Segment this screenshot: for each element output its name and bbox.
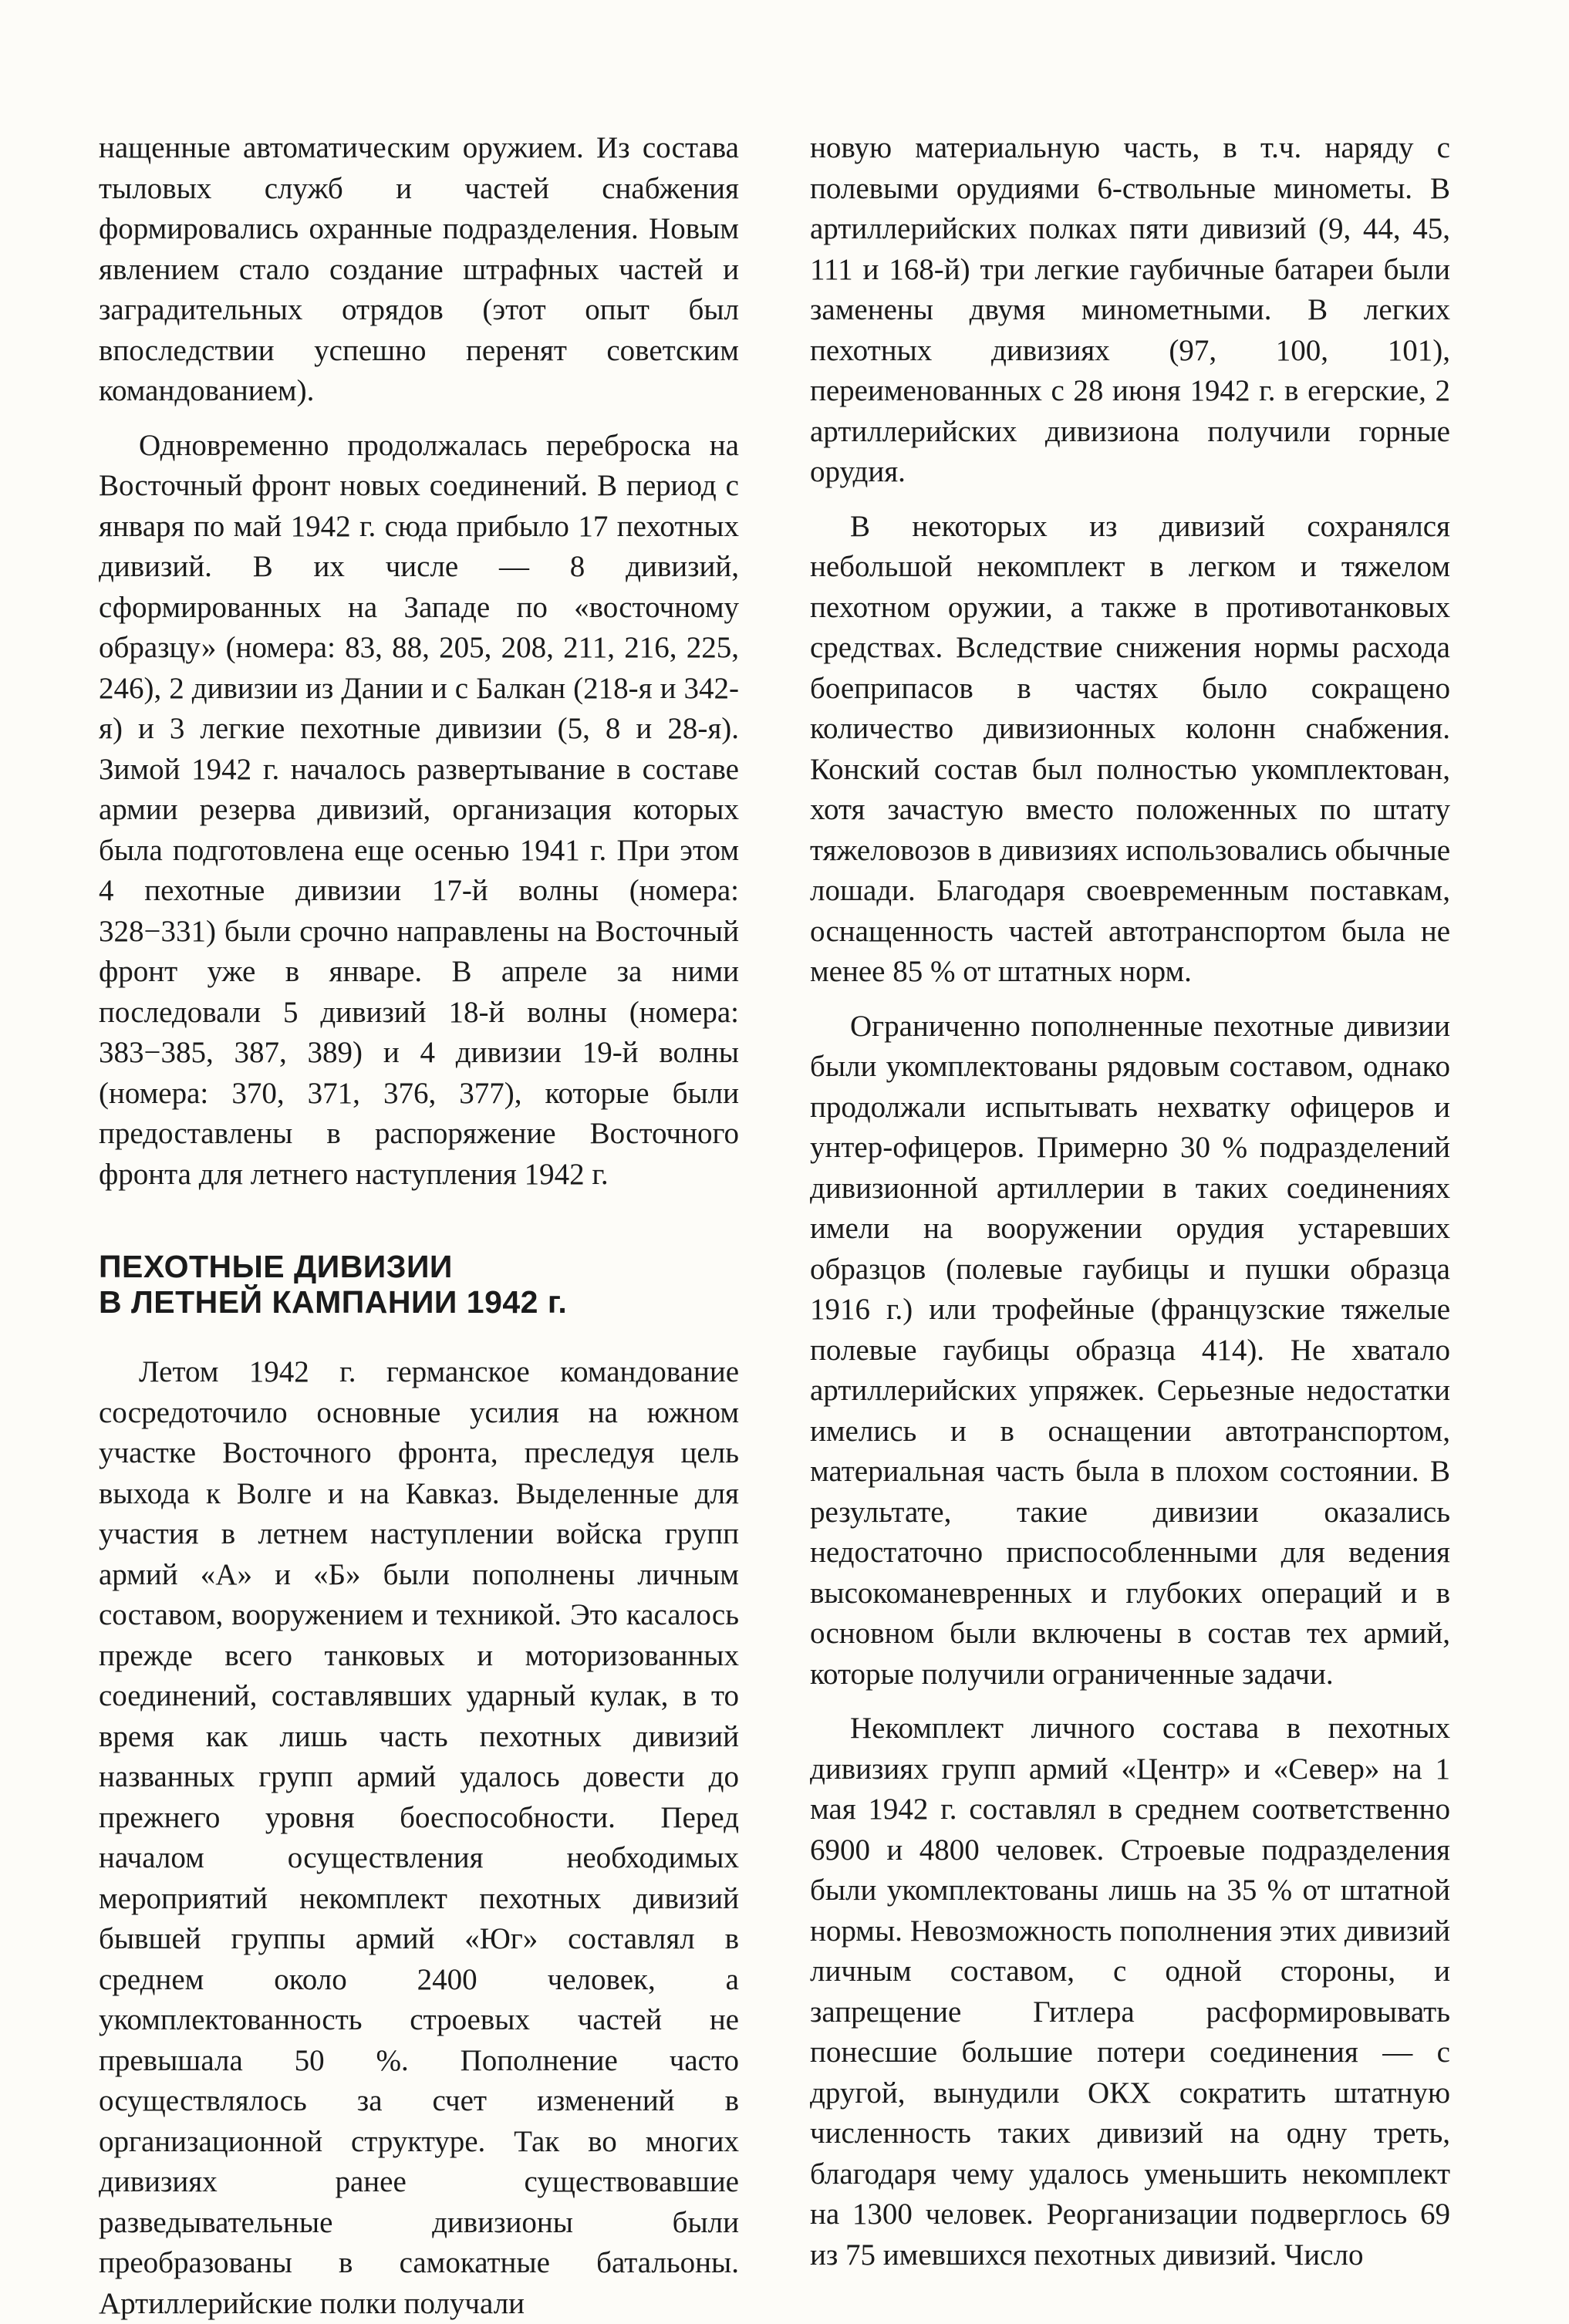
section-heading-line-1: ПЕХОТНЫЕ ДИВИЗИИ: [99, 1249, 453, 1284]
left-column: [99, 128, 739, 2324]
paragraph-reinforcements: Одновременно продолжалась переброска на Восточный фронт новых соединений. В период с января по май 1942 г. сюда прибыло 17 пехотных дивизий. В их числе — 8 дивизий, сформированных на Западе по «восточному образцу» (номера: 83, 88, 205, 208, 211, 216, 225, 246), 2 дивизии из Дании и с Балкан (218-я и 342-я) и 3 легкие пехотные дивизии (5, 8 и 28-я). Зимой 1942 г. началось развертывание в составе армии резерва дивизий, организация которых была подготовлена еще осенью 1941 г. При этом 4 пехотные дивизии 17-й волны (номера: 328−331) были срочно направлены на Восточный фронт уже в январе. В апреле за ними последовали 5 дивизий 18-й волны (номера: 383−385, 387, 389) и 4 дивизии 19-й волны (номера: 370, 371, 376, 377), которые были предоставлены в распоряжение Восточного фронта для летнего наступления 1942 г.: [99, 428, 739, 1191]
paragraph-materiel: новую материальную часть, в т.ч. наряду с полевыми орудиями 6-ствольные минометы. В артиллерийских полках пяти дивизий (9, 44, 45, 111 и 168-й) три легкие гаубичные батареи были заменены двумя минометными. В легких пехотных дивизиях (97, 100, 101), переименованных с 28 июня 1942 г. в егерские, 2 артиллерийских дивизиона получили горные орудия.: [810, 131, 1450, 488]
right-column: [810, 128, 1450, 2275]
section-heading-line-2: В ЛЕТНЕЙ КАМПАНИИ 1942 г.: [99, 1284, 568, 1320]
paragraph-limited-replenishment: Ограниченно пополненные пехотные дивизии были укомплектованы рядовым составом, однако продолжали испытывать нехватку офицеров и унтер-офицеров. Примерно 30 % подразделений дивизионной артиллерии в таких соединениях имели на вооружении орудия устаревших образцов (полевые гаубицы и пушки образца 1916 г.) или трофейные (французские тяжелые полевые гаубицы образца 414). Не хватало артиллерийских упряжек. Серьезные недостатки имелись и в оснащении автотранспортом, материальная часть была в плохом состоянии. В результате, такие дивизии оказались недостаточно приспособленными для ведения высокоманевренных и глубоких операций и в основном были включены в состав тех армий, которые получили ограниченные задачи.: [810, 1009, 1450, 1691]
paragraph-continued: нащенные автоматическим оружием. Из состава тыловых служб и частей снабжения формировались охранные подразделения. Новым явлением стало создание штрафных частей и заградительных отрядов (этот опыт был впоследствии успешно перенят советским командованием).: [99, 131, 739, 407]
paragraph-shortages: В некоторых из дивизий сохранялся небольшой некомплект в легком и тяжелом пехотном оружии, а также в противотанковых средствах. Вследствие снижения нормы расхода боеприпасов в частях было сокращено количество дивизионных колонн снабжения. Конский состав был полностью укомплектован, хотя зачастую вместо положенных по штату тяжеловозов в дивизиях использовались обычные лошади. Благодаря своевременным поставкам, оснащенность частей автотранспортом была не менее 85 % от штатных норм.: [810, 509, 1450, 988]
section-heading: [99, 1249, 739, 1320]
paragraph-personnel-shortage: Некомплект личного состава в пехотных дивизиях групп армий «Центр» и «Север» на 1 мая 1942 г. составлял в среднем соответственно 6900 и 4800 человек. Строевые подразделения были укомплектованы лишь на 35 % от штатной нормы. Невозможность пополнения этих дивизий личным составом, с одной стороны, и запрещение Гитлера расформировывать понесшие большие потери соединения — с другой, вынудили ОКХ сократить штатную численность таких дивизий на одну треть, благодаря чему удалось уменьшить некомплект на 1300 человек. Реорганизации подверглось 69 из 75 имевшихся пехотных дивизий. Число: [810, 1712, 1450, 2272]
paragraph-summer-1942: Летом 1942 г. германское командование сосредоточило основные усилия на южном участке Восточного фронта, преследуя цель выхода к Волге и на Кавказ. Выделенные для участия в летнем наступлении войска групп армий «А» и «Б» были пополнены личным составом, вооружением и техникой. Это касалось прежде всего танковых и моторизованных соединений, составлявших ударный кулак, в то время как лишь часть пехотных дивизий названных групп армий удалось довести до прежнего уровня боеспособности. Перед началом осуществления необходимых мероприятий некомплект пехотных дивизий бывшей группы армий «Юг» составлял в среднем около 2400 человек, а укомплектованность строевых частей не превышала 50 %. Пополнение часто осуществлялось за счет изменений в организационной структуре. Так во многих дивизиях ранее существовавшие разведывательные дивизионы были преобразованы в самокатные батальоны. Артиллерийские полки получали: [99, 1355, 739, 2320]
